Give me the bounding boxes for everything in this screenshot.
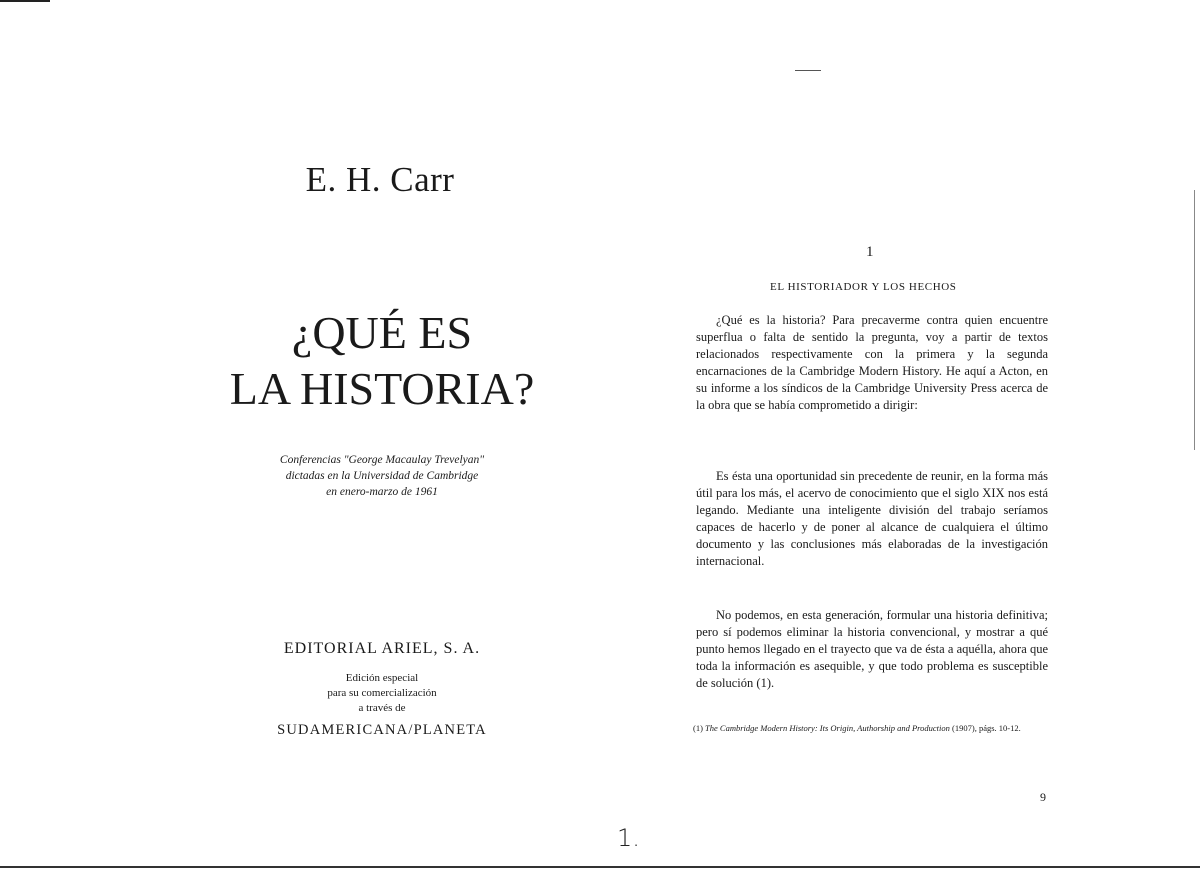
paragraph-intro (696, 312, 1048, 414)
handwritten-mark: 1. (617, 824, 640, 852)
publisher: EDITORIAL ARIEL, S. A. (283, 640, 481, 657)
author-name: E. H. Carr (305, 160, 455, 199)
chapter-number: 1 (866, 244, 874, 260)
page-number: 9 (1040, 790, 1046, 804)
chapter-title: EL HISTORIADOR Y LOS HECHOS (770, 281, 957, 293)
footnote-title: The Cambridge Modern History: Its Origin, Authorship and Production (705, 723, 950, 733)
subtitle-line-1: Conferencias "George Macaulay Trevelyan" (279, 454, 485, 466)
paragraph-quote-1-text: Es ésta una oportunidad sin precedente de reunir, en la forma más útil para los más, el acervo de conocimiento que el siglo XIX nos está legando. Mediante una inteligente división del trabajo seríamos capaces de hacerlo y de poner al alcance de cualquiera el último documento y las conclusiones más elaboradas de la investigación internacional. (696, 469, 1048, 568)
paragraph-intro-text: ¿Qué es la historia? Para precaverme contra quien encuentre superflua o falta de sentido la pregunta, voy a partir de textos relacionados respectivamente con la primera y la segunda encarnaciones de la Cambridge Modern History. He aquí a Acton, en su informe a los síndicos de la Cambridge University Press acerca de la obra que se había comprometido a dirigir: (696, 313, 1048, 412)
edition-note (212, 671, 552, 716)
paragraph-quote-2-text: No podemos, en esta generación, formular una historia definitiva; pero sí podemos eliminar la historia convencional, y mostrar a qué punto hemos llegado en el trayecto que va de ésta a aquélla, ahora que toda la información es asequible, y que todo problema es susceptible de solución (1). (696, 608, 1048, 690)
subtitle-line-3: en enero-marzo de 1961 (326, 486, 438, 498)
scan-edge-bottom (0, 866, 1200, 868)
subtitle-line-2: dictadas en la Universidad de Cambridge (285, 470, 479, 482)
footnote (693, 723, 1049, 734)
scan-edge-right (1194, 190, 1195, 450)
book-title (212, 305, 552, 417)
paragraph-quote-2 (696, 607, 1048, 692)
footnote-rest: (1907), págs. 10-12. (952, 723, 1021, 733)
edition-line-2: para su comercialización (327, 687, 437, 699)
edition-line-1: Edición especial (345, 672, 419, 684)
paragraph-quote-1 (696, 468, 1048, 570)
book-title-line-1: ¿QUÉ ES (291, 307, 473, 358)
edition-line-3: a través de (358, 702, 406, 714)
lecture-subtitle (212, 452, 552, 500)
footnote-marker: (1) (693, 723, 703, 733)
book-title-line-2: LA HISTORIA? (229, 363, 535, 414)
scan-edge-top (0, 0, 50, 2)
distributor: SUDAMERICANA/PLANETA (277, 722, 487, 738)
gutter-dash (795, 70, 821, 71)
